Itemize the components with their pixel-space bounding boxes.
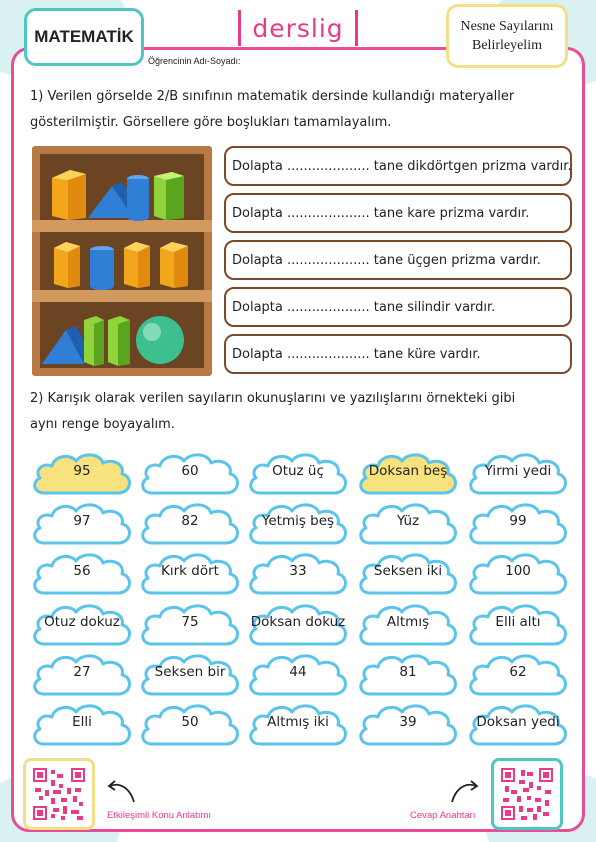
cloud-label: Seksen bir — [154, 664, 226, 680]
cloud-card[interactable] — [30, 499, 134, 547]
cloud-card[interactable] — [138, 449, 242, 497]
cloud-card[interactable] — [138, 650, 242, 698]
cloud-label: Doksan beş — [368, 463, 448, 479]
curved-arrow-icon — [448, 776, 482, 806]
cloud-label: Seksen iki — [373, 563, 443, 579]
cloud-card[interactable] — [356, 700, 460, 748]
cloud-label: 33 — [289, 563, 307, 579]
curved-arrow-icon — [104, 776, 138, 806]
shelf-illustration — [32, 146, 212, 376]
cloud-label: Yetmiş beş — [261, 513, 335, 529]
cloud-card[interactable] — [356, 449, 460, 497]
cloud-label: 39 — [399, 714, 417, 730]
cloud-card[interactable] — [30, 600, 134, 648]
cloud-label: 44 — [289, 664, 307, 680]
cloud-card[interactable] — [356, 549, 460, 597]
cloud-card[interactable] — [466, 449, 570, 497]
cloud-card[interactable] — [246, 499, 350, 547]
cloud-label: Yirmi yedi — [484, 463, 552, 479]
question1-text — [30, 84, 570, 136]
cloud-card[interactable] — [30, 449, 134, 497]
cloud-card[interactable] — [138, 549, 242, 597]
topic-title — [446, 4, 568, 68]
topic-title-line2: Belirleyelim — [472, 38, 542, 53]
cloud-card[interactable] — [246, 600, 350, 648]
qr-code-lesson[interactable] — [23, 758, 95, 830]
cloud-card[interactable] — [30, 549, 134, 597]
cloud-label: 60 — [181, 463, 199, 479]
answer-key-link[interactable]: Cevap Anahtarı — [410, 810, 476, 821]
topic-title-line1: Nesne Sayılarını — [460, 19, 554, 34]
cloud-card[interactable] — [246, 650, 350, 698]
qr-code-answers[interactable] — [491, 758, 563, 830]
brand-logo: derslig — [238, 10, 358, 46]
cloud-card[interactable] — [246, 449, 350, 497]
cloud-card[interactable] — [466, 499, 570, 547]
fill-sentence-box: Dolapta .................... tane kare prizma vardır. — [224, 193, 572, 233]
cloud-label: 75 — [181, 614, 199, 630]
question2-line2: aynı renge boyayalım. — [30, 417, 175, 432]
cloud-card[interactable] — [466, 600, 570, 648]
cloud-label: Doksan dokuz — [250, 614, 346, 630]
question1-line1: 1) Verilen görselde 2/B sınıfının matematik dersinde kullandığı materyaller — [30, 89, 515, 104]
cloud-card[interactable] — [138, 700, 242, 748]
cloud-card[interactable] — [246, 700, 350, 748]
qr-icon — [33, 768, 85, 820]
question2-text — [30, 386, 570, 438]
cloud-card[interactable] — [466, 700, 570, 748]
subject-title: MATEMATİK — [24, 8, 144, 66]
fill-sentence-box: Dolapta .................... tane küre vardır. — [224, 334, 572, 374]
interactive-lesson-link[interactable]: Etkileşimli Konu Anlatımı — [107, 810, 212, 821]
student-name-label: Öğrencinin Adı-Soyadı: — [148, 56, 241, 66]
cloud-label: Doksan yedi — [476, 714, 560, 730]
cloud-label: 100 — [505, 563, 531, 579]
cloud-card[interactable] — [138, 600, 242, 648]
cloud-label: 81 — [399, 664, 417, 680]
cloud-card[interactable] — [30, 700, 134, 748]
question2-line1: 2) Karışık olarak verilen sayıların okunuşlarını ve yazılışlarını örnekteki gibi — [30, 391, 516, 406]
qr-icon — [501, 768, 553, 820]
fill-sentence-box: Dolapta .................... tane silindir vardır. — [224, 287, 572, 327]
cloud-label: 56 — [73, 563, 91, 579]
cloud-label: Otuz üç — [272, 463, 324, 479]
cloud-label: 97 — [73, 513, 91, 529]
cloud-label: Altmış — [386, 614, 430, 630]
cloud-card[interactable] — [356, 600, 460, 648]
cloud-label: Yüz — [396, 513, 420, 529]
cloud-card[interactable] — [356, 650, 460, 698]
cloud-label: Elli — [72, 714, 92, 730]
cloud-card[interactable] — [466, 650, 570, 698]
cloud-card[interactable] — [356, 499, 460, 547]
cloud-label: 82 — [181, 513, 199, 529]
cloud-label: Elli altı — [495, 614, 541, 630]
cloud-card[interactable] — [466, 549, 570, 597]
cloud-label: 99 — [509, 513, 527, 529]
cloud-label: 62 — [509, 664, 527, 680]
cloud-label: 95 — [73, 463, 91, 479]
cloud-label: Altmış iki — [267, 714, 329, 730]
cloud-card[interactable] — [138, 499, 242, 547]
cloud-label: 27 — [73, 664, 91, 680]
fill-sentence-box: Dolapta .................... tane üçgen prizma vardır. — [224, 240, 572, 280]
cloud-label: Otuz dokuz — [44, 614, 120, 630]
fill-sentence-box: Dolapta .................... tane dikdörtgen prizma vardır. — [224, 146, 572, 186]
cloud-label: 50 — [181, 714, 199, 730]
cloud-label: Kırk dört — [161, 563, 219, 579]
question1-line2: gösterilmiştir. Görsellere göre boşlukları tamamlayalım. — [30, 115, 392, 130]
cloud-card[interactable] — [30, 650, 134, 698]
cloud-card[interactable] — [246, 549, 350, 597]
